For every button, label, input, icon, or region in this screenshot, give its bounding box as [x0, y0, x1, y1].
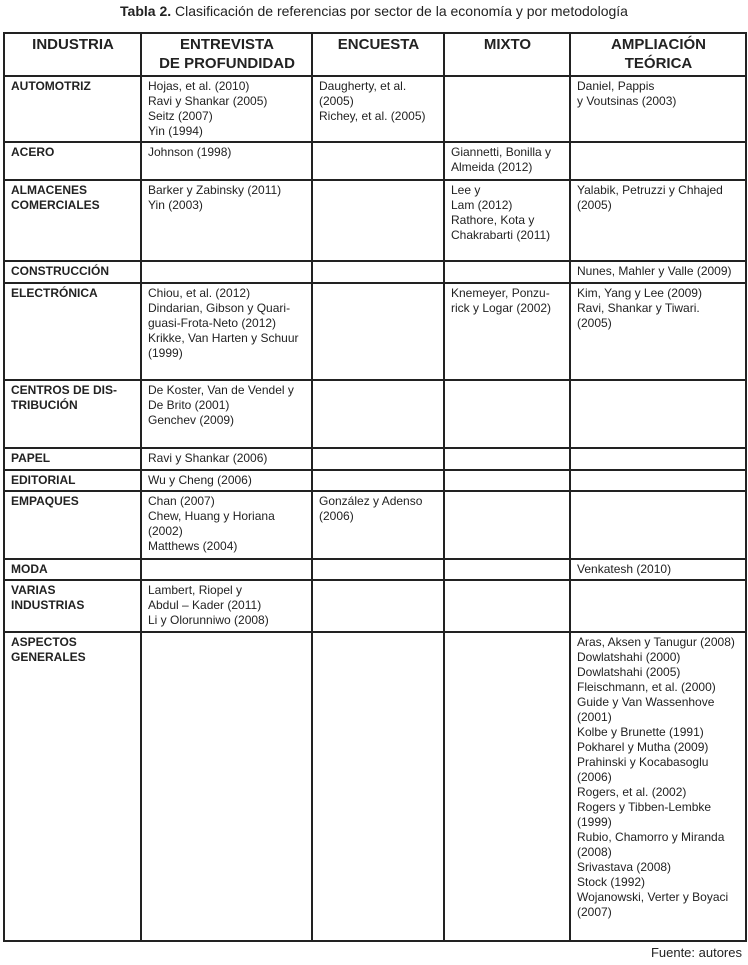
cell-mixto [444, 180, 570, 261]
cell-line: Rogers, et al. (2002) [577, 785, 687, 799]
cell-line: (2006) [577, 770, 612, 784]
cell-line: Dindarian, Gibson y Quari- [148, 301, 291, 315]
cell-line: Kim, Yang y Lee (2009) [577, 286, 702, 300]
cell-entrevista [141, 580, 312, 632]
cell-line: ENCUESTA [337, 36, 420, 53]
column-header-ampliacion [570, 33, 746, 76]
cell-mixto [444, 261, 570, 283]
cell-entrevista [141, 76, 312, 142]
cell-line: INDUSTRIA [32, 36, 114, 53]
cell-industria [4, 632, 141, 941]
cell-line: Pokharel y Mutha (2009) [577, 740, 709, 754]
cell-entrevista [141, 491, 312, 559]
cell-line: Lambert, Riopel y [148, 583, 243, 597]
references-table [3, 32, 747, 942]
table-row [4, 470, 746, 491]
cell-line: ENTREVISTA [180, 36, 274, 53]
cell-line: De Brito (2001) [148, 398, 230, 412]
cell-line: Daugherty, et al. [319, 79, 407, 93]
cell-line: Richey, et al. (2005) [319, 109, 426, 123]
cell-industria [4, 448, 141, 470]
cell-ampliacion [570, 559, 746, 580]
cell-line: Chan (2007) [148, 494, 215, 508]
cell-line: (2005) [319, 94, 354, 108]
cell-mixto [444, 448, 570, 470]
cell-entrevista [141, 283, 312, 380]
cell-encuesta [312, 283, 444, 380]
cell-line: Yin (1994) [148, 124, 203, 138]
cell-industria [4, 283, 141, 380]
table-row [4, 76, 746, 142]
column-header-entrevista [141, 33, 312, 76]
cell-line: ELECTRÓNICA [11, 286, 98, 300]
cell-line: Guide y Van Wassenhove [577, 695, 715, 709]
cell-line: Rathore, Kota y [451, 213, 535, 227]
cell-ampliacion [570, 470, 746, 491]
cell-ampliacion [570, 632, 746, 941]
table-row [4, 559, 746, 580]
cell-line: guasi-Frota-Neto (2012) [148, 316, 277, 330]
cell-line: Li y Olorunniwo (2008) [148, 613, 269, 627]
cell-line: VARIAS [11, 583, 56, 597]
column-header-encuesta [312, 33, 444, 76]
cell-line: CENTROS DE DIS- [11, 383, 118, 397]
cell-line: DE PROFUNDIDAD [159, 55, 295, 72]
table-row [4, 380, 746, 448]
cell-line: AMPLIACIÓN [611, 36, 706, 53]
cell-encuesta [312, 470, 444, 491]
cell-ampliacion [570, 283, 746, 380]
cell-line: Matthews (2004) [148, 539, 238, 553]
cell-line: EDITORIAL [11, 473, 76, 487]
cell-entrevista [141, 142, 312, 180]
cell-industria [4, 180, 141, 261]
cell-line: Chiou, et al. (2012) [148, 286, 251, 300]
cell-line: rick y Logar (2002) [451, 301, 552, 315]
cell-entrevista [141, 632, 312, 941]
cell-line: (2001) [577, 710, 612, 724]
cell-line: Dowlatshahi (2000) [577, 650, 681, 664]
cell-line: Almeida (2012) [451, 160, 533, 174]
cell-line: Ravi y Shankar (2005) [148, 94, 268, 108]
cell-mixto [444, 559, 570, 580]
cell-line: Prahinski y Kocabasoglu [577, 755, 709, 769]
cell-ampliacion [570, 448, 746, 470]
cell-line: AUTOMOTRIZ [11, 79, 91, 93]
cell-ampliacion [570, 261, 746, 283]
header-row [4, 33, 746, 76]
cell-entrevista [141, 470, 312, 491]
cell-line: González y Adenso [319, 494, 423, 508]
cell-entrevista [141, 448, 312, 470]
cell-line: PAPEL [11, 451, 51, 465]
table-row [4, 448, 746, 470]
cell-entrevista [141, 559, 312, 580]
cell-line: Yalabik, Petruzzi y Chhajed [577, 183, 723, 197]
cell-line: Abdul – Kader (2011) [148, 598, 262, 612]
cell-mixto [444, 632, 570, 941]
source-note: Fuente: autores [650, 945, 742, 960]
cell-line: Lee y [451, 183, 481, 197]
cell-line: (1999) [577, 815, 612, 829]
cell-line: Rogers y Tibben-Lembke [577, 800, 712, 814]
cell-encuesta [312, 559, 444, 580]
cell-line: Genchev (2009) [148, 413, 235, 427]
cell-ampliacion [570, 380, 746, 448]
cell-line: (2008) [577, 845, 612, 859]
cell-mixto [444, 470, 570, 491]
cell-line: Giannetti, Bonilla y [451, 145, 552, 159]
cell-line: MODA [11, 562, 48, 576]
column-header-industria [4, 33, 141, 76]
cell-encuesta [312, 632, 444, 941]
cell-line: CONSTRUCCIÓN [11, 264, 109, 278]
cell-line: (2005) [577, 198, 612, 212]
cell-encuesta [312, 448, 444, 470]
table-row [4, 180, 746, 261]
cell-industria [4, 470, 141, 491]
cell-line: Rubio, Chamorro y Miranda [577, 830, 725, 844]
cell-industria [4, 142, 141, 180]
cell-line: ALMACENES [11, 183, 88, 197]
cell-industria [4, 580, 141, 632]
cell-ampliacion [570, 142, 746, 180]
cell-industria [4, 261, 141, 283]
table-row [4, 283, 746, 380]
cell-line: Johnson (1998) [148, 145, 232, 159]
cell-mixto [444, 491, 570, 559]
table-row [4, 261, 746, 283]
cell-line: MIXTO [483, 36, 532, 53]
cell-line: Fleischmann, et al. (2000) [577, 680, 716, 694]
cell-line: Ravi, Shankar y Tiwari. [577, 301, 700, 315]
cell-line: (2007) [577, 905, 612, 919]
cell-line: Seitz (2007) [148, 109, 213, 123]
cell-line: Daniel, Pappis [577, 79, 655, 93]
cell-line: y Voutsinas (2003) [577, 94, 677, 108]
cell-mixto [444, 380, 570, 448]
cell-encuesta [312, 580, 444, 632]
cell-line: Nunes, Mahler y Valle (2009) [577, 264, 732, 278]
cell-line: Knemeyer, Ponzu- [451, 286, 550, 300]
cell-line: Stock (1992) [577, 875, 646, 889]
cell-line: (1999) [148, 346, 183, 360]
table-row [4, 632, 746, 941]
cell-line: Venkatesh (2010) [577, 562, 672, 576]
cell-line: Ravi y Shankar (2006) [148, 451, 268, 465]
table-row [4, 580, 746, 632]
cell-encuesta [312, 76, 444, 142]
caption-text: Clasificación de referencias por sector de la economía y por metodología [175, 3, 628, 19]
cell-entrevista [141, 261, 312, 283]
cell-line: TEÓRICA [624, 55, 693, 72]
cell-mixto [444, 283, 570, 380]
cell-line: ASPECTOS [11, 635, 77, 649]
cell-line: GENERALES [11, 650, 86, 664]
cell-line: (2006) [319, 509, 354, 523]
cell-line: De Koster, Van de Vendel y [148, 383, 294, 397]
cell-line: Wojanowski, Verter y Boyaci [577, 890, 729, 904]
cell-line: Chew, Huang y Horiana [148, 509, 275, 523]
cell-line: COMERCIALES [11, 198, 100, 212]
cell-line: Wu y Cheng (2006) [148, 473, 252, 487]
cell-industria [4, 76, 141, 142]
cell-industria [4, 491, 141, 559]
cell-encuesta [312, 261, 444, 283]
cell-mixto [444, 76, 570, 142]
cell-line: Barker y Zabinsky (2011) [148, 183, 282, 197]
cell-line: TRIBUCIÓN [11, 398, 78, 412]
cell-line: Lam (2012) [451, 198, 513, 212]
cell-line: Aras, Aksen y Tanugur (2008) [577, 635, 735, 649]
table-caption [0, 3, 748, 19]
cell-line: Chakrabarti (2011) [451, 228, 551, 242]
cell-industria [4, 380, 141, 448]
cell-entrevista [141, 380, 312, 448]
cell-ampliacion [570, 76, 746, 142]
cell-line: (2002) [148, 524, 183, 538]
caption-label: Tabla 2. [120, 3, 172, 19]
cell-line: Dowlatshahi (2005) [577, 665, 681, 679]
cell-line: Yin (2003) [148, 198, 203, 212]
cell-line: Krikke, Van Harten y Schuur [148, 331, 299, 345]
cell-line: Kolbe y Brunette (1991) [577, 725, 704, 739]
cell-ampliacion [570, 580, 746, 632]
cell-encuesta [312, 142, 444, 180]
cell-line: Srivastava (2008) [577, 860, 672, 874]
column-header-mixto [444, 33, 570, 76]
cell-line: EMPAQUES [11, 494, 79, 508]
cell-mixto [444, 580, 570, 632]
cell-mixto [444, 142, 570, 180]
cell-line: Hojas, et al. (2010) [148, 79, 250, 93]
cell-encuesta [312, 491, 444, 559]
cell-ampliacion [570, 180, 746, 261]
cell-ampliacion [570, 491, 746, 559]
cell-line: ACERO [11, 145, 55, 159]
table-row [4, 491, 746, 559]
cell-industria [4, 559, 141, 580]
cell-line: INDUSTRIAS [11, 598, 85, 612]
cell-entrevista [141, 180, 312, 261]
cell-encuesta [312, 380, 444, 448]
cell-encuesta [312, 180, 444, 261]
table-row [4, 142, 746, 180]
cell-line: (2005) [577, 316, 612, 330]
